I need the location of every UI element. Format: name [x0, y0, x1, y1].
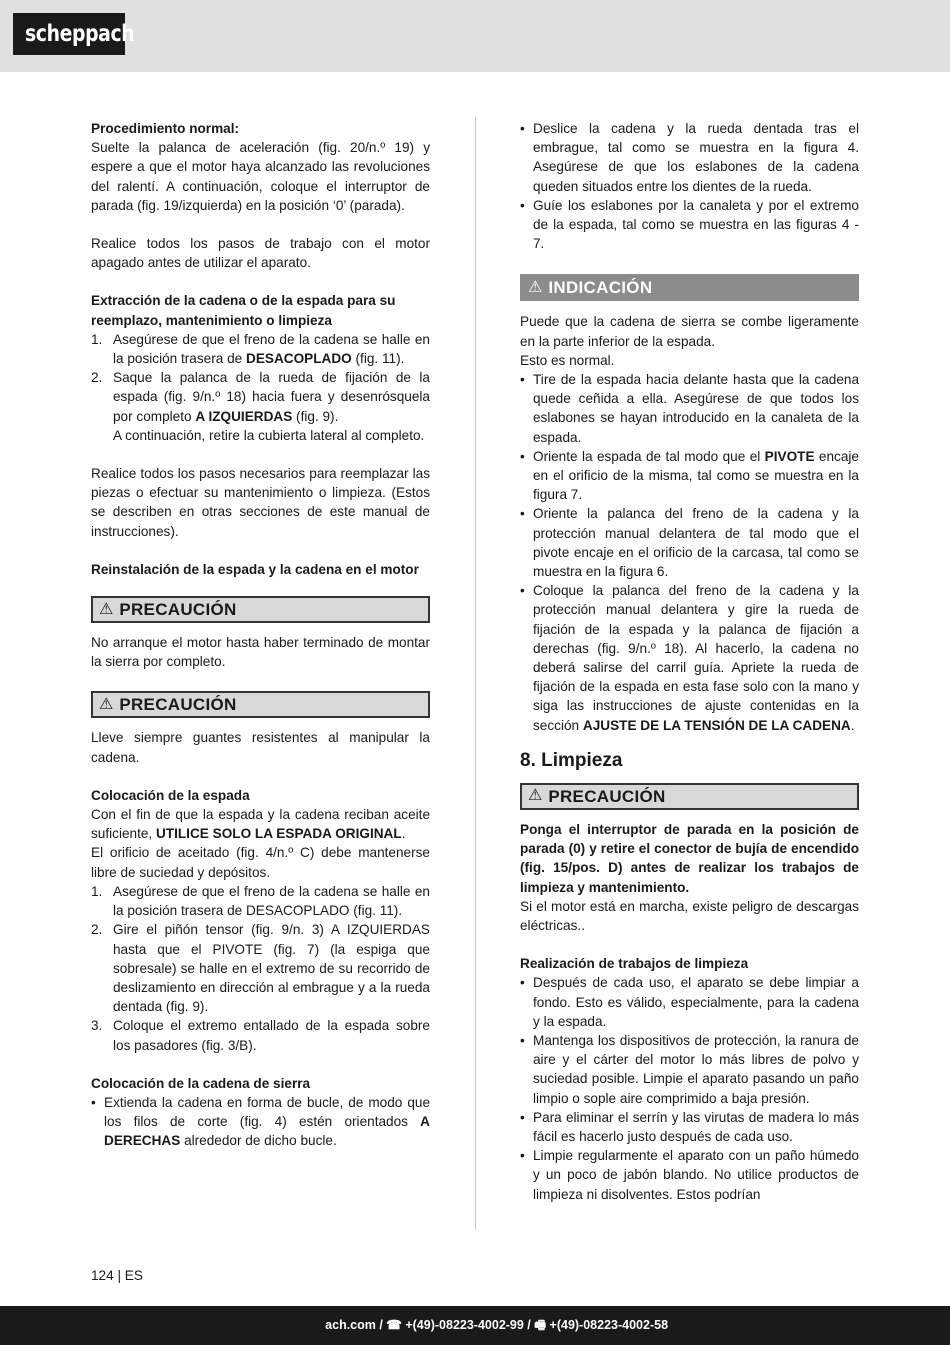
- caution-box: ⚠ PRECAUCIÓN: [520, 783, 859, 810]
- caution-bold-text: Ponga el interruptor de parada en la posición de parada (0) y retire el conector de bujía de encendido (fig. 15/pos. D) antes de realizar los trabajos de limpieza y mantenimiento.: [520, 821, 859, 895]
- column-divider: [475, 117, 476, 1230]
- oil-text: El orificio de aceitado (fig. 4/n.º C) debe mantenerse libre de suciedad y depósitos.: [91, 845, 430, 880]
- list-item: 2. Gire el piñón tensor (fig. 9/n. 3) A IZQUIERDAS hasta que el PIVOTE (fig. 7) (la espiga que sobresale) se halle en el extremo de su recorrido de deslizamiento en dirección al embrague y a la rueda dentada (fig. 9).: [91, 922, 430, 1015]
- work-steps-text: Realice todos los pasos de trabajo con el motor apagado antes de utilizar el aparato.: [91, 236, 430, 271]
- list-item: 1. Asegúrese de que el freno de la cadena se halle en la posición trasera de DESACOPLADO (fig. 11).: [91, 331, 430, 367]
- note-box: ⚠ INDICACIÓN: [520, 274, 859, 301]
- list-item: • Tire de la espada hacia delante hasta que la cadena quede ceñida a ella. Asegúrese de que todos los eslabones se hayan introducido en la canaleta de la espada.: [520, 372, 859, 445]
- list-item: • Limpie regularmente el aparato con un paño húmedo y un poco de jabón blando. No utilice productos de limpieza ni disolventes. Estos podrían: [520, 1148, 859, 1202]
- list-item: • Para eliminar el serrín y las virutas de madera lo más fácil es hacerlo justo después de cada uso.: [520, 1109, 859, 1144]
- footer-contact-bar: ach.com / ☎ +(49)-08223-4002-99 / 🖷 +(49)-08223-4002-58: [0, 1306, 950, 1345]
- note-text: Puede que la cadena de sierra se combe ligeramente en la parte inferior de la espada.: [520, 314, 859, 349]
- warning-icon: ⚠: [528, 278, 543, 296]
- list-item: • Deslice la cadena y la rueda dentada tras el embrague, tal como se muestra en la figura 4. Asegúrese de que los eslabones de la cadena queden situados entre los dientes de la rueda.: [520, 121, 859, 194]
- brand-logo: scheppach: [13, 13, 125, 55]
- list-item: • Mantenga los dispositivos de protección, la ranura de aire y el cárter del motor lo más libres de polvo y suciedad posible. Limpie el aparato pasando un paño limpio o sople aire comprimido a baja presión.: [520, 1032, 859, 1106]
- list-item: 2. Saque la palanca de la rueda de fijación de la espada (fig. 9/n.º 18) hacia fuera y desenrósquela por completo A IZQUIERDAS (fig. 9).: [91, 370, 430, 424]
- caution-text: Lleve siempre guantes resistentes al manipular la cadena.: [91, 730, 430, 765]
- replace-text: Realice todos los pasos necesarios para reemplazar las piezas o efectuar su mantenimiento o limpieza. (Estos se describen en otras secciones de este manual de instrucciones).: [91, 466, 430, 539]
- caution-text: No arranque el motor hasta haber terminado de montar la sierra por completo.: [91, 635, 430, 670]
- list-item: • Coloque la palanca del freno de la cadena y la protección manual delantera y gire la rueda de fijación de la espada y la palanca de fijación a derechas (fig. 9/n.º 18). Al hacerlo, la cadena no deberá salirse del carril guía. Apriete la rueda de fijación de la espada en esta fase solo con la mano y siga las instrucciones de ajuste contenidas en la sección AJUSTE DE LA TENSIÓN DE LA CADENA.: [520, 583, 859, 733]
- warning-icon: ⚠: [99, 695, 114, 713]
- note-normal: Esto es normal.: [520, 352, 615, 368]
- caution-box: ⚠ PRECAUCIÓN: [91, 691, 430, 718]
- cleaning-heading: Realización de trabajos de limpieza: [520, 956, 749, 972]
- page-number: 124 | ES: [91, 1268, 143, 1283]
- caution-box: ⚠ PRECAUCIÓN: [91, 596, 430, 623]
- header-band: [0, 0, 950, 72]
- warning-icon: ⚠: [99, 600, 114, 618]
- bar-text: Con el fin de que la espada y la cadena reciban aceite suficiente, UTILICE SOLO LA ESPADA ORIGINAL.: [91, 807, 430, 842]
- list-item: 1. Asegúrese de que el freno de la cadena se halle en la posición trasera de DESACOPLADO (fig. 11).: [91, 883, 430, 919]
- caution-text: Si el motor está en marcha, existe peligro de descargas eléctricas..: [520, 898, 859, 933]
- list-item: • Oriente la palanca del freno de la cadena y la protección manual delantera de tal modo que el pivote encaje en el orificio de la carcasa, tal como se muestra en la figura 6.: [520, 506, 859, 580]
- chain-heading: Colocación de la cadena de sierra: [91, 1075, 311, 1091]
- extract-heading: Extracción de la cadena o de la espada para su reemplazo, mantenimiento o limpieza: [91, 293, 396, 328]
- list-item: • Después de cada uso, el aparato se debe limpiar a fondo. Esto es válido, especialmente, para la cadena y la espada.: [520, 975, 859, 1029]
- normal-procedure-heading: Procedimiento normal:: [91, 121, 240, 136]
- warning-icon: ⚠: [528, 787, 543, 805]
- section-title: 8. Limpieza: [520, 749, 623, 771]
- extract-note: A continuación, retire la cubierta lateral al completo.: [113, 427, 425, 443]
- bar-heading: Colocación de la espada: [91, 787, 250, 803]
- right-column: [520, 119, 859, 1204]
- normal-procedure-text: Suelte la palanca de aceleración (fig. 20/n.º 19) y espere a que el motor haya alcanzado las revoluciones del ralentí. A continuación, coloque el interruptor de parada (fig. 19/izquierda) en la posición ‘0’ (parada).: [91, 140, 430, 213]
- reinstall-heading: Reinstalación de la espada y la cadena en el motor: [91, 561, 419, 577]
- left-column: [91, 119, 430, 1151]
- list-item: • Guíe los eslabones por la canaleta y por el extremo de la espada, tal como se muestra en las figuras 4 - 7.: [520, 197, 859, 252]
- list-item: • Extienda la cadena en forma de bucle, de modo que los filos de corte (fig. 4) estén orientados A DERECHAS alrededor de dicho bucle.: [91, 1094, 430, 1149]
- list-item: • Oriente la espada de tal modo que el PIVOTE encaje en el orificio de la misma, tal como se muestra en la figura 7.: [520, 448, 859, 503]
- list-item: 3. Coloque el extremo entallado de la espada sobre los pasadores (fig. 3/B).: [91, 1018, 430, 1053]
